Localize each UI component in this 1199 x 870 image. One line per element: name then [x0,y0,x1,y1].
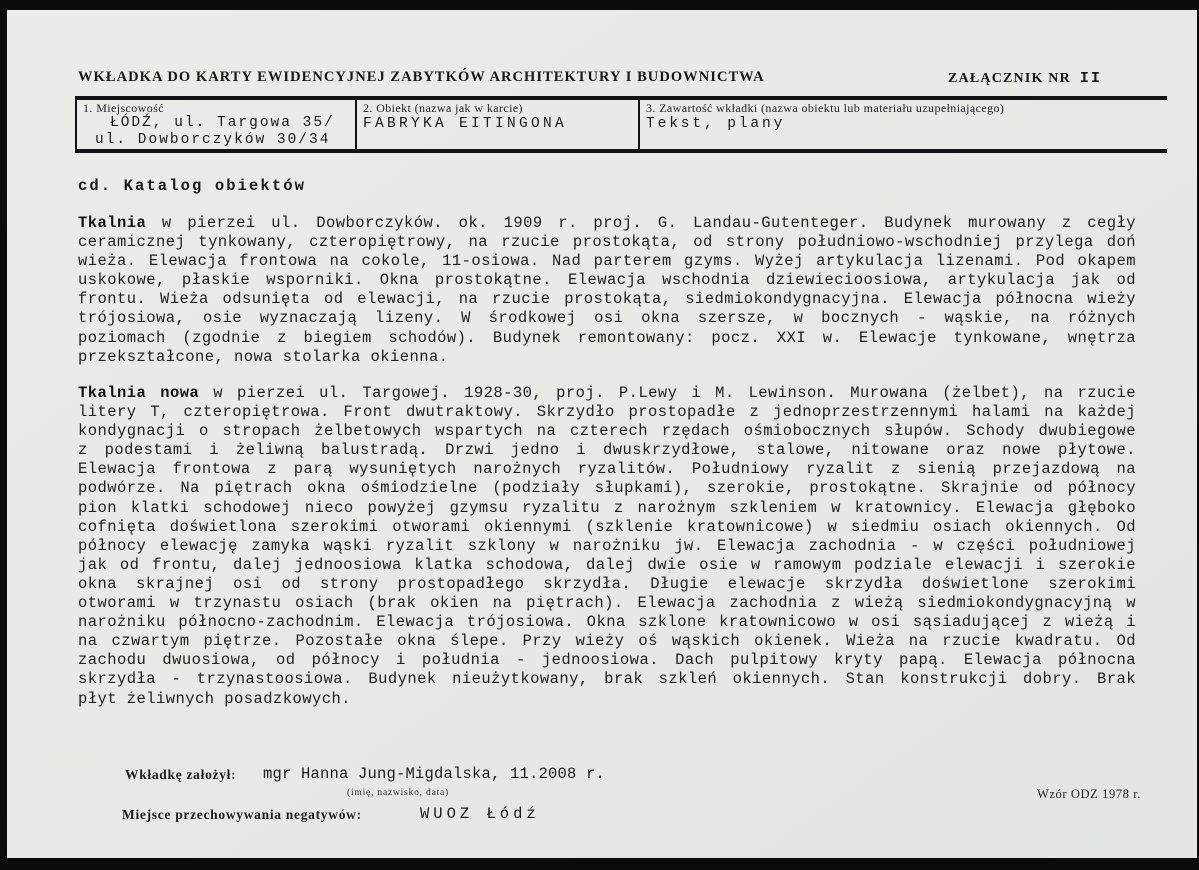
paragraph-tkalnia [78,214,1136,367]
annex [948,70,1102,87]
text-line: zachodu dwuosiowa, od północy i południa - jednoosiowa. Dach pulpitowy kryty papą. Elewacja północna [78,651,1136,670]
text-line: trójosiowa, osie wyznaczają lizeny. W środkowej osi okna szersze, w bocznych - wąskie, na różnych [78,309,1136,328]
annex-number: II [1079,70,1102,87]
section-heading: cd. Katalog obiektów [78,177,307,195]
paragraph-lead: Tkalnia [78,214,147,232]
label-zawartosc: 3. Zawartość wkładki (nazwa obiektu lub materiału uzupełniającego) [646,101,1005,115]
cell-miejscowosc [77,100,357,149]
cell-obiekt [357,100,640,149]
text-line: Tkalnia w pierzei ul. Dowborczyków. ok. 1909 r. proj. G. Landau-Gutenteger. Budynek murowany z cegły [78,214,1136,232]
text-line: północy elewację zamyka wąski ryzalit szklony w narożniku jw. Elewacja zachodnia - w części południowej [78,536,1136,555]
text-line: wieża. Elewacja frontowa na cokole, 11-osiowa. Nad parterem gzyms. Wyżej artykulacja lizenami. Pod okapem [78,252,1136,271]
header-table [75,96,1167,153]
text-line: kondygnacji o stropach żelbetowych wspartych na czterech rzędach ośmiobocznych słupów. Schody dwubiegowe [78,422,1136,441]
label-obiekt: 2. Obiekt (nazwa jak w karcie) [363,101,523,115]
document-page [7,10,1197,858]
form-note: Wzór ODZ 1978 r. [1037,787,1142,801]
text-line: Tkalnia nowa w pierzei ul. Targowej. 1928-30, proj. P.Lewy i M. Lewinson. Murowana (żelbet), na rzucie [78,384,1136,402]
cell-zawartosc [640,100,1167,149]
paragraph-lead: Tkalnia nowa [78,384,200,402]
text-line: płyt żeliwnych posadzkowych. [78,689,352,708]
text-line: ceramicznej tynkowany, czteropiętrowy, na rzucie prostokąta, od strony południowo-wschodniej przylega doń [78,233,1136,252]
text-line: cofnięta doświetlona szerokimi otworami okiennymi (szklenie kratownicowe) w siedmiu osiach okiennych. Od [78,517,1136,536]
text-line: okna skrajnej osi od strony prostopadłego skrzydła. Długie elewacje skrzydła doświetlone szerokimi [78,574,1136,593]
text-line: skrzydła - trzynastoosiowa. Budynek nieużytkowany, brak szkleń okiennych. Stan konstrukcji dobry. Brak [78,670,1136,689]
text-line: podwórze. Na piętrach okna ośmiodzielne (podziały słupkami), szerokie, prostokątne. Skrajnie od północy [78,479,1136,498]
founder-note: (imię, nazwisko, data) [347,788,450,798]
text-line: otworami w trzynastu osiach (brak okien na piętrach). Elewacja zachodnia z wieżą siedmiokondygnacyjną w [78,594,1136,613]
text-line: frontu. Wieża odsunięta od elewacji, na rzucie prostokąta, siedmiokondygnacyjna. Elewacja północna wieży [78,290,1136,309]
text-line: przekształcone, nowa stolarka okienna. [78,347,449,366]
label-miejscowosc: 1. Miejscowość [83,101,164,115]
value-miejscowosc [83,115,349,149]
annex-label: ZAŁĄCZNIK NR [948,71,1071,86]
value-line: ul. Dowborczyków 30/34 [95,132,331,148]
text-line: na czwartym piętrze. Pozostałe okna ślepe. Przy wieży oś wąskich okienek. Wieża na rzucie kwadratu. Od [78,632,1136,651]
paragraph-tkalnia-nowa [78,384,1136,709]
document-title: WKŁADKA DO KARTY EWIDENCYJNEJ ZABYTKÓW ARCHITEKTURY I BUDOWNICTWA [78,69,765,85]
text-line: uskokowe, płaskie wsporniki. Okna prostokątne. Elewacja wschodnia dziewiecioosiowa, artykulacja jak od [78,271,1136,290]
text-line: jak od frontu, dalej jednoosiowa klatka schodowa, dalej dwie osie w ramowym podziale elewacji i szerokie [78,555,1136,574]
text-line: z podestami i żeliwną balustradą. Drzwi jedno i dwuskrzydłowe, stalowe, nitowane oraz nowe płytowe. [78,441,1136,460]
negatives-value: WUOZ Łódź [420,805,540,823]
value-line: ŁÓDŹ, ul. Targowa 35/ [110,115,335,131]
value-obiekt: FABRYKA EITINGONA [363,116,568,132]
text-line: narożniku północno-zachodnim. Elewacja trójosiowa. Okna szklone kratownicowo w osi sąsiadującej z wieżą i [78,613,1136,632]
founder-value: mgr Hanna Jung-Migdalska, 11.2008 r. [263,765,606,783]
text-line: pion klatki schodowej nieco powyżej gzymsu ryzalitu z narożnym szkleniem w kratownicy. Elewacja głęboko [78,498,1136,517]
value-zawartosc: Tekst, plany [646,116,786,132]
founder-label: Wkładkę założył: [125,767,237,782]
negatives-label: Miejsce przechowywania negatywów: [122,807,362,822]
text-line: Elewacja frontowa z parą wysuniętych narożnych ryzalitów. Południowy ryzalit z sienią przejazdową na [78,460,1136,479]
text-line: poziomach (zgodnie z biegiem schodów). Budynek remontowany: pocz. XXI w. Elewacje tynkowane, wnętrza [78,328,1136,347]
text-line: litery T, czteropiętrowa. Front dwutraktowy. Skrzydło prostopadłe z jednoprzestrzennymi halami na każdej [78,403,1136,422]
